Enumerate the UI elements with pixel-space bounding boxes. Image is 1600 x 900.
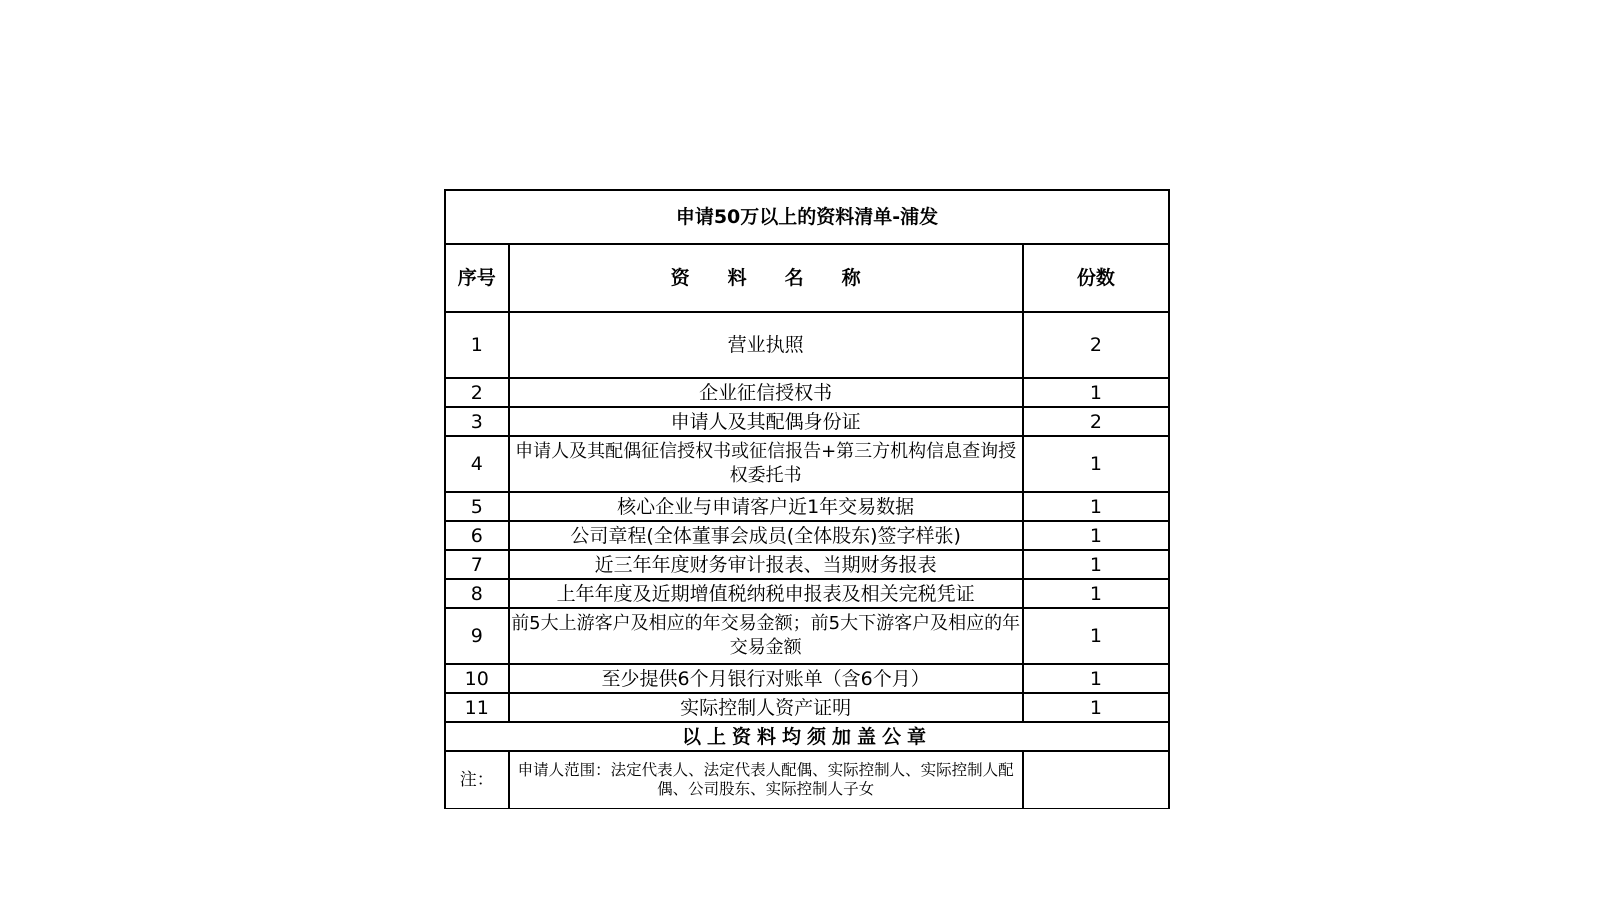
table-title: 申请50万以上的资料清单-浦发: [445, 190, 1169, 244]
row-serial-number: 10: [445, 664, 509, 693]
row-document-name: 至少提供6个月银行对账单（含6个月）: [509, 664, 1023, 693]
header-document-name: 资 料 名 称: [509, 244, 1023, 312]
row-copies: 1: [1023, 664, 1169, 693]
row-document-name: 申请人及其配偶征信授权书或征信报告+第三方机构信息查询授权委托书: [509, 436, 1023, 492]
note-row: [445, 751, 1169, 809]
row-document-name: 公司章程(全体董事会成员(全体股东)签字样张): [509, 521, 1023, 550]
row-serial-number: 7: [445, 550, 509, 579]
header-row: [445, 244, 1169, 312]
table-row: [445, 436, 1169, 492]
row-document-name: 实际控制人资产证明: [509, 693, 1023, 722]
row-serial-number: 5: [445, 492, 509, 521]
row-serial-number: 9: [445, 608, 509, 664]
row-serial-number: 11: [445, 693, 509, 722]
note-text: 申请人范围：法定代表人、法定代表人配偶、实际控制人、实际控制人配偶、公司股东、实际控制人子女: [509, 751, 1023, 809]
table-row: [445, 378, 1169, 407]
row-copies: 2: [1023, 312, 1169, 378]
row-copies: 1: [1023, 550, 1169, 579]
stamp-requirement-row: [445, 722, 1169, 751]
table-row: [445, 579, 1169, 608]
row-document-name: 上年年度及近期增值税纳税申报表及相关完税凭证: [509, 579, 1023, 608]
table-row: [445, 693, 1169, 722]
row-copies: 1: [1023, 579, 1169, 608]
row-document-name: 企业征信授权书: [509, 378, 1023, 407]
row-copies: 1: [1023, 608, 1169, 664]
row-copies: 2: [1023, 407, 1169, 436]
note-empty-cell: [1023, 751, 1169, 809]
row-serial-number: 4: [445, 436, 509, 492]
table-row: [445, 550, 1169, 579]
note-label: 注：: [445, 751, 509, 809]
row-copies: 1: [1023, 378, 1169, 407]
row-copies: 1: [1023, 436, 1169, 492]
row-serial-number: 8: [445, 579, 509, 608]
table-row: [445, 492, 1169, 521]
row-serial-number: 6: [445, 521, 509, 550]
row-document-name: 核心企业与申请客户近1年交易数据: [509, 492, 1023, 521]
row-serial-number: 2: [445, 378, 509, 407]
table-row: [445, 664, 1169, 693]
row-document-name: 近三年年度财务审计报表、当期财务报表: [509, 550, 1023, 579]
row-serial-number: 1: [445, 312, 509, 378]
row-document-name: 前5大上游客户及相应的年交易金额；前5大下游客户及相应的年交易金额: [509, 608, 1023, 664]
stamp-requirement-note: 以上资料均须加盖公章: [445, 722, 1169, 751]
table-row: [445, 521, 1169, 550]
header-serial-number: 序号: [445, 244, 509, 312]
row-serial-number: 3: [445, 407, 509, 436]
row-copies: 1: [1023, 492, 1169, 521]
header-copies: 份数: [1023, 244, 1169, 312]
row-document-name: 申请人及其配偶身份证: [509, 407, 1023, 436]
title-row: [445, 190, 1169, 244]
table-row: [445, 608, 1169, 664]
row-copies: 1: [1023, 521, 1169, 550]
document-checklist-table: [444, 189, 1170, 809]
row-copies: 1: [1023, 693, 1169, 722]
table-row: [445, 407, 1169, 436]
table-row: [445, 312, 1169, 378]
row-document-name: 营业执照: [509, 312, 1023, 378]
